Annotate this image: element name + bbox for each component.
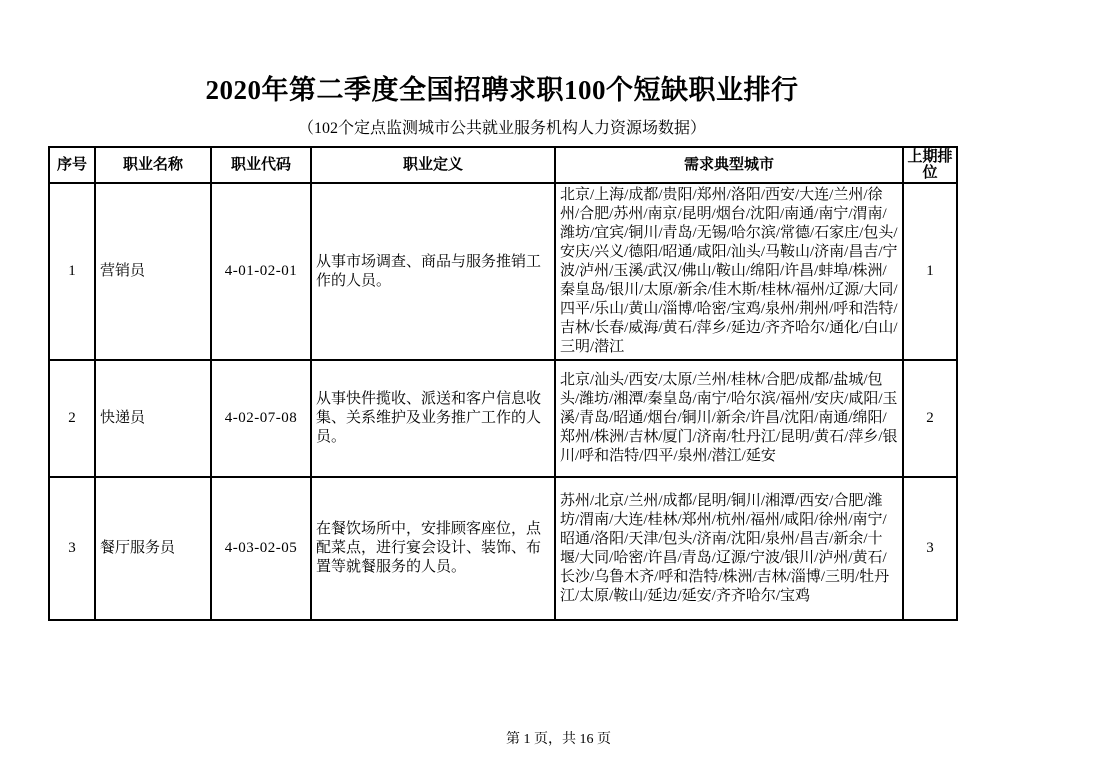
shortage-occupations-table [48, 146, 958, 621]
table-header-row [49, 147, 957, 183]
header-occupation-name: 职业名称 [95, 147, 211, 183]
cell-code: 4-03-02-05 [211, 477, 311, 620]
cell-cities: 北京/汕头/西安/太原/兰州/桂林/合肥/成都/盐城/包头/潍坊/湘潭/秦皇岛/南宁/哈尔滨/福州/安庆/咸阳/玉溪/青岛/昭通/烟台/铜川/新余/许昌/沈阳/南通/绵阳/郑州/株洲/吉林/厦门/济南/牡丹江/昆明/黄石/萍乡/银川/呼和浩特/四平/泉州/潜江/延安 [555, 360, 903, 477]
page-title: 2020年第二季度全国招聘求职100个短缺职业排行 [205, 75, 799, 105]
cell-index: 3 [49, 477, 95, 620]
cell-cities: 苏州/北京/兰州/成都/昆明/铜川/湘潭/西安/合肥/潍坊/渭南/大连/桂林/郑州/杭州/福州/咸阳/徐州/南宁/昭通/洛阳/天津/包头/济南/沈阳/泉州/昌吉/新余/十堰/大同/哈密/许昌/青岛/辽源/宁波/银川/泸州/黄石/长沙/乌鲁木齐/呼和浩特/株洲/吉林/淄博/三明/牡丹江/太原/鞍山/延边/延安/齐齐哈尔/宝鸡 [555, 477, 903, 620]
table-row [49, 477, 957, 620]
header-demand-cities: 需求典型城市 [555, 147, 903, 183]
cell-definition: 从事市场调查、商品与服务推销工作的人员。 [311, 183, 555, 360]
page-number-footer: 第 1 页，共 16 页 [506, 732, 611, 747]
cell-definition: 从事快件揽收、派送和客户信息收集、关系维护及业务推广工作的人员。 [311, 360, 555, 477]
table-row [49, 183, 957, 360]
page-subtitle: （102个定点监测城市公共就业服务机构人力资源场数据） [297, 120, 706, 137]
cell-index: 2 [49, 360, 95, 477]
cell-index: 1 [49, 183, 95, 360]
header-index: 序号 [49, 147, 95, 183]
cell-prev-rank: 1 [903, 183, 957, 360]
cell-name: 营销员 [95, 183, 211, 360]
header-previous-rank: 上期排位 [903, 147, 957, 183]
cell-prev-rank: 2 [903, 360, 957, 477]
cell-prev-rank: 3 [903, 477, 957, 620]
table-row [49, 360, 957, 477]
cell-code: 4-01-02-01 [211, 183, 311, 360]
header-occupation-definition: 职业定义 [311, 147, 555, 183]
cell-cities: 北京/上海/成都/贵阳/郑州/洛阳/西安/大连/兰州/徐州/合肥/苏州/南京/昆明/烟台/沈阳/南通/南宁/渭南/潍坊/宜宾/铜川/青岛/无锡/哈尔滨/常德/石家庄/包头/安庆/兴义/德阳/昭通/咸阳/汕头/马鞍山/济南/昌吉/宁波/泸州/玉溪/武汉/佛山/鞍山/绵阳/许昌/蚌埠/株洲/秦皇岛/银川/太原/新余/佳木斯/桂林/福州/辽源/大同/四平/乐山/黄山/淄博/哈密/宝鸡/泉州/荆州/呼和浩特/吉林/长春/威海/黄石/萍乡/延边/齐齐哈尔/通化/白山/三明/潜江 [555, 183, 903, 360]
cell-definition: 在餐饮场所中，安排顾客座位，点配菜点，进行宴会设计、装饰、布置等就餐服务的人员。 [311, 477, 555, 620]
header-occupation-code: 职业代码 [211, 147, 311, 183]
cell-name: 餐厅服务员 [95, 477, 211, 620]
cell-name: 快递员 [95, 360, 211, 477]
cell-code: 4-02-07-08 [211, 360, 311, 477]
